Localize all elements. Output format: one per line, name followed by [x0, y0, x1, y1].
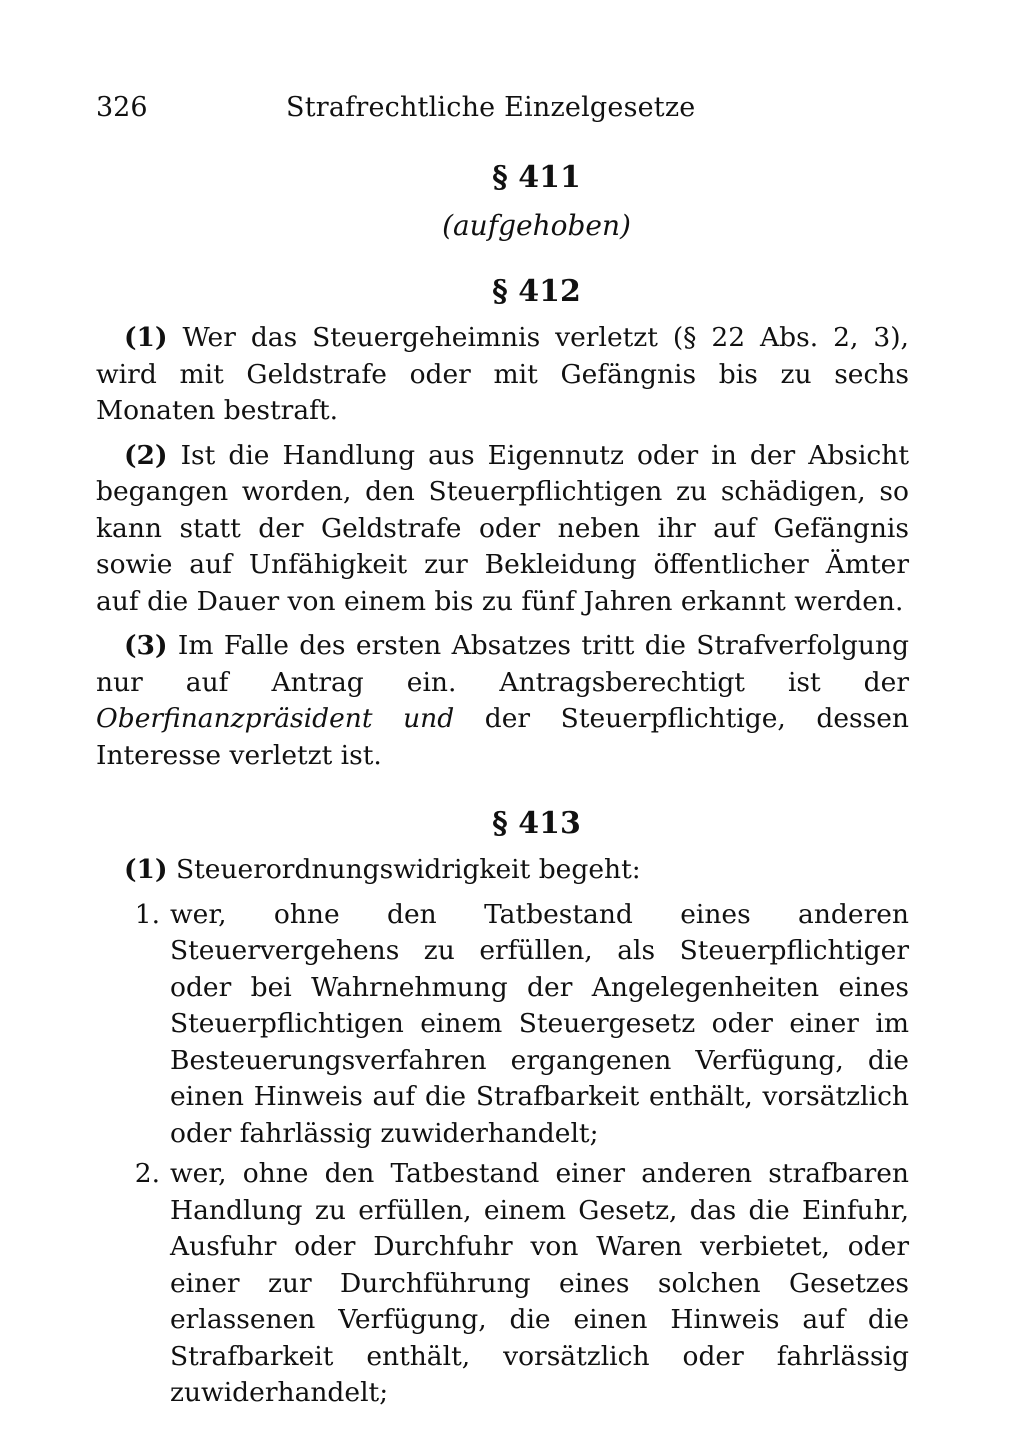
- list-item-text: wer, ohne den Tatbestand einer anderen strafbaren Handlung zu erfüllen, einem Gesetz, das die Einfuhr, Ausfuhr oder Durchfuhr von Waren verbietet, oder einer zur Durchführung eines solchen Gesetzes erlassenen Verfügung, die einen Hinweis auf die Strafbarkeit enthält, vorsätzlich oder fahrlässig zuwiderhandelt;: [170, 1158, 909, 1408]
- paragraph-number: (1): [124, 322, 168, 353]
- page-number: 326: [96, 92, 148, 123]
- s413-list-item-2: [96, 1156, 909, 1412]
- section-heading-413: § 413: [492, 806, 581, 841]
- section-411-note: (aufgehoben): [442, 209, 631, 242]
- list-item-number: 2.: [134, 1158, 160, 1189]
- s412-paragraph-2: [96, 438, 909, 621]
- paragraph-text-emphasis: Oberfinanzpräsident und: [96, 703, 455, 734]
- paragraph-text: Wer das Steuergeheimnis verletzt (§ 22 Abs. 2, 3), wird mit Geldstrafe oder mit Gefängnis bis zu sechs Monaten bestraft.: [96, 322, 909, 426]
- paragraph-text-b: der Steuerpflichtige, dessen Interesse verletzt ist.: [96, 703, 909, 771]
- paragraph-number: (3): [124, 630, 168, 661]
- s413-paragraph-1: [96, 852, 909, 889]
- running-title: Strafrechtliche Einzelgesetze: [286, 92, 696, 123]
- paragraph-number: (2): [124, 439, 168, 471]
- s412-paragraph-1: [96, 320, 909, 430]
- list-item-number: 1.: [134, 898, 160, 930]
- running-head: [96, 92, 909, 136]
- list-item-text: wer, ohne den Tatbestand eines anderen Steuervergehens zu erfüllen, als Steuerpflichtiger oder bei Wahrnehmung der Angelegenheiten eines Steuerpflichtigen einem Steuergesetz oder einer im Besteuerungsverfahren ergangenen Verfügung, die einen Hinweis auf die Strafbarkeit enthält, vorsätzlich oder fahrlässig zuwiderhandelt;: [170, 898, 909, 1149]
- section-heading-411: § 411: [492, 160, 581, 195]
- paragraph-number: (1): [124, 854, 168, 885]
- section-heading-412: § 412: [492, 274, 581, 309]
- s412-paragraph-3: [96, 628, 909, 774]
- paragraph-text-a: Im Falle des ersten Absatzes tritt die Strafverfolgung nur auf Antrag ein. Antragsberechtigt ist der: [96, 630, 909, 698]
- paragraph-text: Steuerordnungswidrigkeit begeht:: [175, 854, 641, 885]
- paragraph-text: Ist die Handlung aus Eigennutz oder in der Absicht begangen worden, den Steuerpflichtigen zu schädigen, so kann statt der Geldstrafe oder neben ihr auf Gefängnis sowie auf Unfähigkeit zur Bekleidung öffentlicher Ämter auf die Dauer von einem bis zu fünf Jahren erkannt werden.: [96, 439, 909, 617]
- s413-list-item-1: [96, 897, 909, 1153]
